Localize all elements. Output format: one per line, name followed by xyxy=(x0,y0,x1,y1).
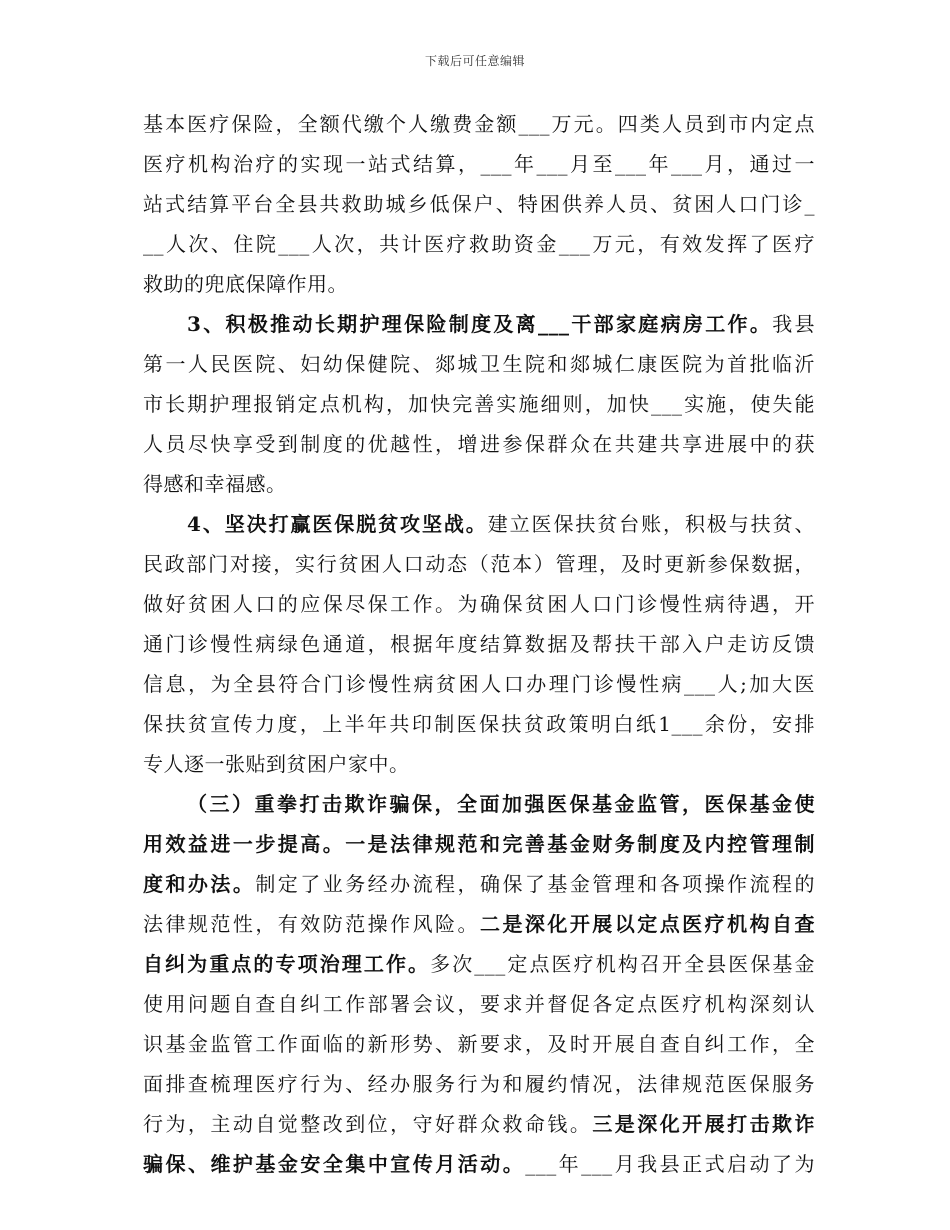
text-line: 民政部门对接，实行贫困人口动态（范本）管理，及时更新参保数据， xyxy=(143,552,815,576)
text-line: __人次、住院___人次，共计医疗救助资金___万元，有效发挥了医疗 xyxy=(143,232,815,256)
text-line: 骗保、维护基金安全集中宣传月活动。___年___月我县正式启动了为 xyxy=(143,1152,815,1176)
text-line: 人员尽快享受到制度的优越性，增进参保群众在共建共享进展中的获 xyxy=(143,432,815,456)
text-line: 站式结算平台全县共救助城乡低保户、特困供养人员、贫困人口门诊_ xyxy=(143,192,815,216)
text-line: 识基金监管工作面临的新形势、新要求，及时开展自查自纠工作，全 xyxy=(143,1032,815,1056)
text-line: 信息，为全县符合门诊慢性病贫困人口办理门诊慢性病___人;加大医 xyxy=(143,672,815,696)
text-line: 得感和幸福感。 xyxy=(143,472,287,496)
section-heading-line: 3、积极推动长期护理保险制度及离___干部家庭病房工作。我县 xyxy=(187,312,815,336)
section-heading-line: （三）重拳打击欺诈骗保，全面加强医保基金监管，医保基金使 xyxy=(187,792,815,816)
text-line: 面排查梳理医疗行为、经办服务行为和履约情况，法律规范医保服务 xyxy=(143,1072,815,1096)
text-line: 做好贫困人口的应保尽保工作。为确保贫困人口门诊慢性病待遇，开 xyxy=(143,592,815,616)
bold-text-line: 用效益进一步提高。一是法律规范和完善基金财务制度及内控管理制 xyxy=(143,832,815,856)
text-line: 保扶贫宣传力度，上半年共印制医保扶贫政策明白纸1___余份，安排 xyxy=(143,712,815,736)
text-line: 度和办法。制定了业务经办流程，确保了基金管理和各项操作流程的 xyxy=(143,872,815,896)
document-body xyxy=(143,104,815,1184)
page-header-note: 下载后可任意编辑 xyxy=(424,54,525,68)
text-line: 法律规范性，有效防范操作风险。二是深化开展以定点医疗机构自查 xyxy=(143,912,815,936)
section-heading-line: 4、坚决打赢医保脱贫攻坚战。建立医保扶贫台账，积极与扶贫、 xyxy=(187,512,815,536)
text-line: 医疗机构治疗的实现一站式结算，___年___月至___年___月，通过一 xyxy=(143,152,815,176)
text-line: 使用问题自查自纠工作部署会议，要求并督促各定点医疗机构深刻认 xyxy=(143,992,815,1016)
text-line: 专人逐一张贴到贫困户家中。 xyxy=(143,752,410,776)
text-line: 行为，主动自觉整改到位，守好群众救命钱。三是深化开展打击欺诈 xyxy=(143,1112,815,1136)
text-line: 救助的兜底保障作用。 xyxy=(143,272,348,296)
text-line: 第一人民医院、妇幼保健院、郯城卫生院和郯城仁康医院为首批临沂 xyxy=(143,352,815,376)
text-line: 市长期护理报销定点机构，加快完善实施细则，加快___实施，使失能 xyxy=(143,392,815,416)
text-line: 基本医疗保险，全额代缴个人缴费金额___万元。四类人员到市内定点 xyxy=(143,112,815,136)
text-line: 自纠为重点的专项治理工作。多次___定点医疗机构召开全县医保基金 xyxy=(143,952,815,976)
text-line: 通门诊慢性病绿色通道，根据年度结算数据及帮扶干部入户走访反馈 xyxy=(143,632,815,656)
